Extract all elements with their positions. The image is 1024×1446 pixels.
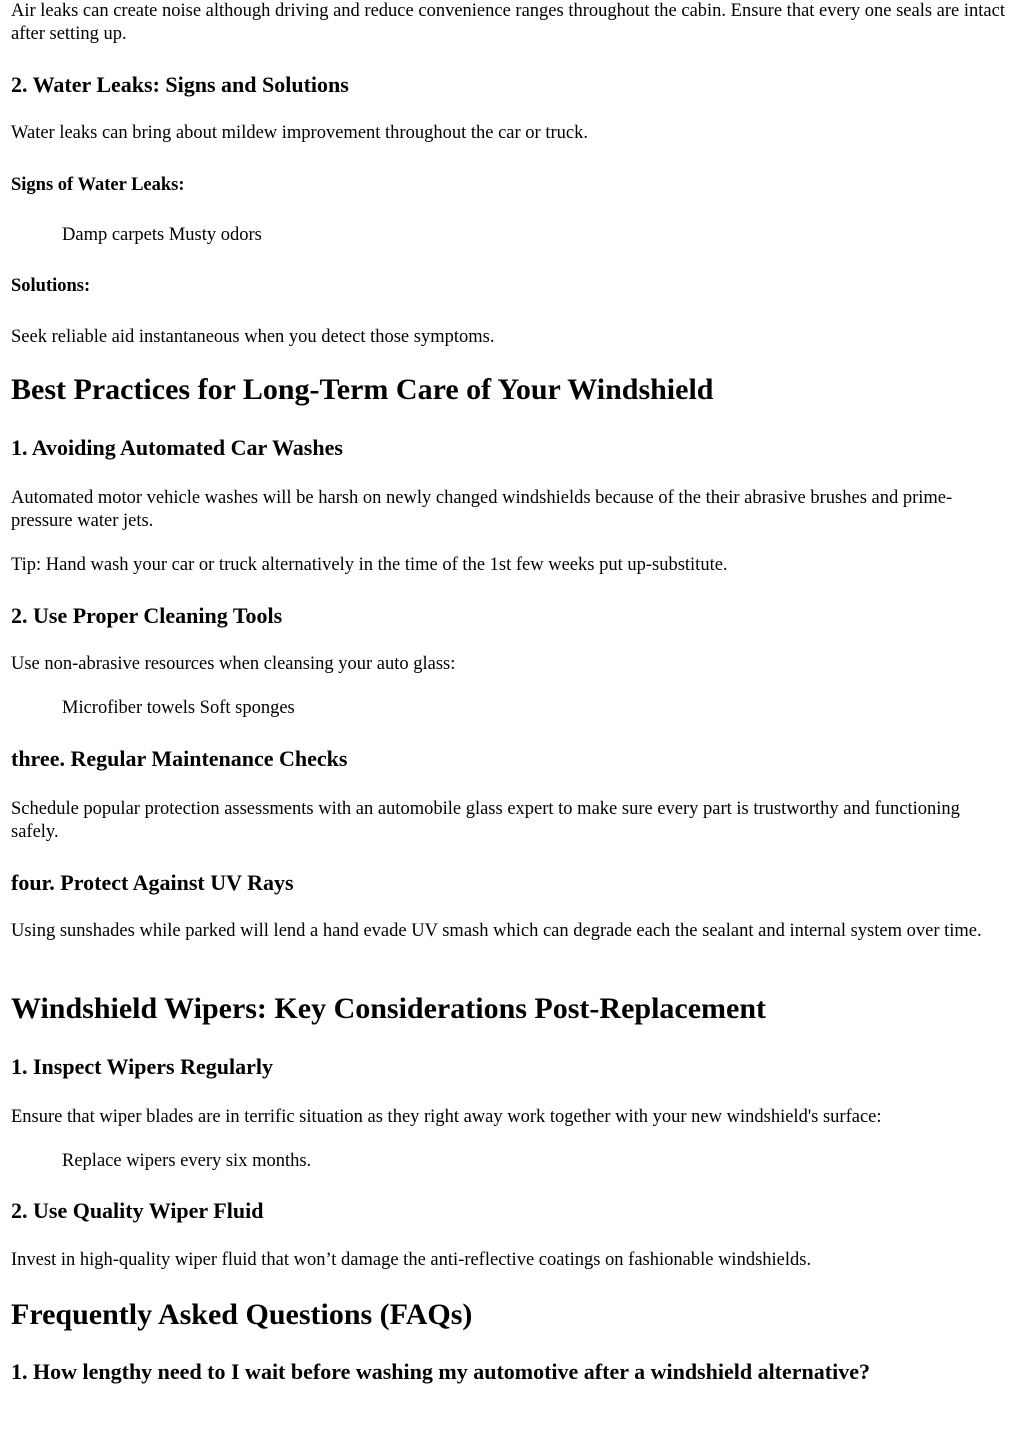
paragraph-cleaning-intro: Use non-abrasive resources when cleansing your auto glass: xyxy=(11,654,456,674)
heading-cleaning-tools: 2. Use Proper Cleaning Tools xyxy=(11,603,283,628)
heading-faqs: Frequently Asked Questions (FAQs) xyxy=(11,1298,473,1331)
heading-uv-rays: four. Protect Against UV Rays xyxy=(11,870,294,895)
heading-solutions: Solutions: xyxy=(11,276,91,296)
paragraph-car-washes: Automated motor vehicle washes will be harsh on newly changed windshields because of the their abrasive brushes and prime-pressure water jets. xyxy=(11,488,953,531)
paragraph-wiper-fluid: Invest in high-quality wiper fluid that won’t damage the anti-reflective coatings on fashionable windshields. xyxy=(11,1250,812,1270)
list-cleaning-items: Microfiber towels Soft sponges xyxy=(62,698,295,718)
heading-maintenance-checks: three. Regular Maintenance Checks xyxy=(11,746,348,771)
heading-wiper-fluid: 2. Use Quality Wiper Fluid xyxy=(11,1198,264,1223)
heading-avoid-car-washes: 1. Avoiding Automated Car Washes xyxy=(11,435,343,460)
heading-windshield-wipers: Windshield Wipers: Key Considerations Post-Replacement xyxy=(11,992,767,1025)
heading-signs-of-water-leaks: Signs of Water Leaks: xyxy=(11,175,185,195)
paragraph-seek-aid: Seek reliable aid instantaneous when you detect those symptoms. xyxy=(11,327,495,347)
heading-inspect-wipers: 1. Inspect Wipers Regularly xyxy=(11,1054,273,1079)
paragraph-wipers-intro: Ensure that wiper blades are in terrific situation as they right away work together with your new windshield's surface: xyxy=(11,1107,882,1127)
list-signs: Damp carpets Musty odors xyxy=(62,225,262,245)
heading-water-leaks: 2. Water Leaks: Signs and Solutions xyxy=(11,72,349,97)
paragraph-maintenance: Schedule popular protection assessments with an automobile glass expert to make sure every part is trustworthy and functioning safely. xyxy=(11,799,960,842)
paragraph-air-leaks: Air leaks can create noise although driving and reduce convenience ranges throughout the cabin. Ensure that every one seals are intact after setting up. xyxy=(11,1,1005,44)
paragraph-water-intro: Water leaks can bring about mildew improvement throughout the car or truck. xyxy=(11,123,588,143)
list-wiper-items: Replace wipers every six months. xyxy=(62,1151,312,1171)
heading-best-practices: Best Practices for Long-Term Care of Your Windshield xyxy=(11,373,714,406)
heading-faq-1: 1. How lengthy need to I wait before washing my automotive after a windshield alternative? xyxy=(11,1359,870,1384)
paragraph-uv: Using sunshades while parked will lend a hand evade UV smash which can degrade each the sealant and internal system over time. xyxy=(11,921,982,941)
paragraph-tip: Tip: Hand wash your car or truck alternatively in the time of the 1st few weeks put up-substitute. xyxy=(11,555,728,575)
